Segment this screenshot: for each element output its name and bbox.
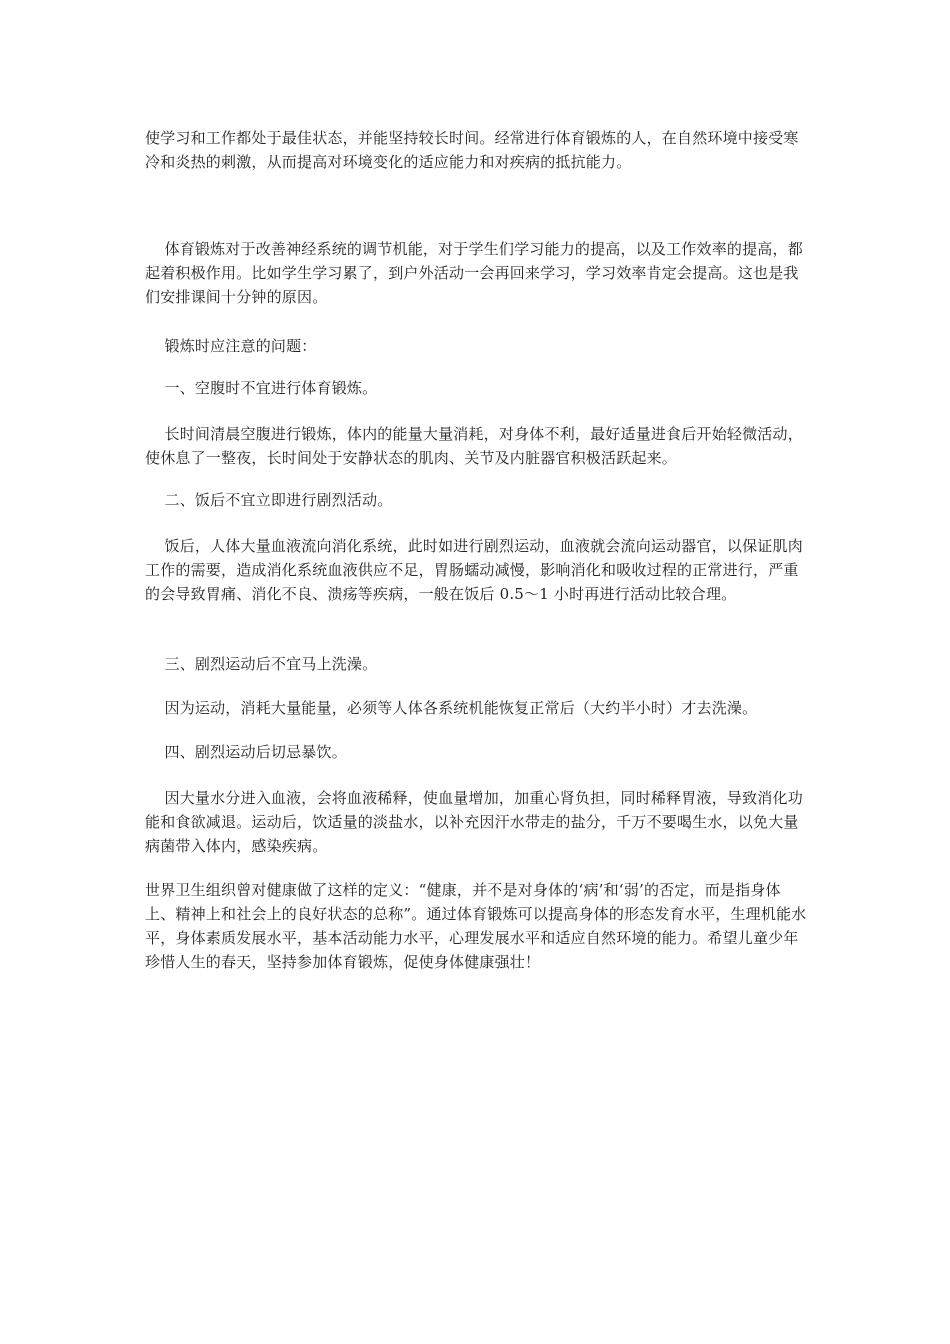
paragraph-item-2-body: 饭后，人体大量血液流向消化系统，此时如进行剧烈运动，血液就会流向运动器官，以保证肌肉工作的需要，造成消化系统血液供应不足，胃肠蠕动减慢，影响消化和吸收过程的正常进行，严重的会导致胃痛、消化不良、溃疡等疾病，一般在饭后 0.5～1 小时再进行活动比较合理。	[145, 537, 803, 603]
paragraph-item-1-body: 长时间清晨空腹进行锻炼，体内的能量大量消耗，对身体不利，最好适量进食后开始轻微活动，使休息了一整夜，长时间处于安静状态的肌肉、关节及内脏器官积极活跃起来。	[145, 425, 803, 467]
paragraph-item-3-body: 因为运动，消耗大量能量，必须等人体各系统机能恢复正常后（大约半小时）才去洗澡。	[164, 699, 758, 717]
paragraph-item-2-title: 二、饭后不宜立即进行剧烈活动。	[164, 491, 393, 509]
paragraph-item-1-title: 一、空腹时不宜进行体育锻炼。	[164, 379, 378, 397]
paragraph-who-definition: 世界卫生组织曾对健康做了这样的定义：“健康，并不是对身体的‘病’和‘弱’的否定，而是指身体上、精神上和社会上的良好状态的总称”。通过体育锻炼可以提高身体的形态发育水平，生理机能水平，身体素质发展水平，基本活动能力水平，心理发展水平和适应自然环境的能力。希望儿童少年珍惜人生的春天，坚持参加体育锻炼，促使身体健康强壮！	[145, 881, 807, 971]
paragraph-item-4-body: 因大量水分进入血液，会将血液稀释，使血量增加，加重心肾负担，同时稀释胃液，导致消化功能和食欲减退。运动后，饮适量的淡盐水，以补充因汗水带走的盐分，千万不要喝生水，以免大量病菌带入体内，感染疾病。	[145, 789, 803, 855]
paragraph-item-3-title: 三、剧烈运动后不宜马上洗澡。	[164, 655, 378, 673]
paragraph-intro: 使学习和工作都处于最佳状态，并能坚持较长时间。经常进行体育锻炼的人，在自然环境中接受寒冷和炎热的刺激，从而提高对环境变化的适应能力和对疾病的抵抗能力。	[145, 129, 799, 171]
paragraph-item-4-title: 四、剧烈运动后切忌暴饮。	[164, 743, 347, 761]
paragraph-nervous-system: 体育锻炼对于改善神经系统的调节机能，对于学生们学习能力的提高，以及工作效率的提高，都起着积极作用。比如学生学习累了，到户外活动一会再回来学习，学习效率肯定会提高。这也是我们安排课间十分钟的原因。	[145, 240, 803, 306]
paragraph-precautions-heading: 锻炼时应注意的问题：	[164, 337, 317, 355]
